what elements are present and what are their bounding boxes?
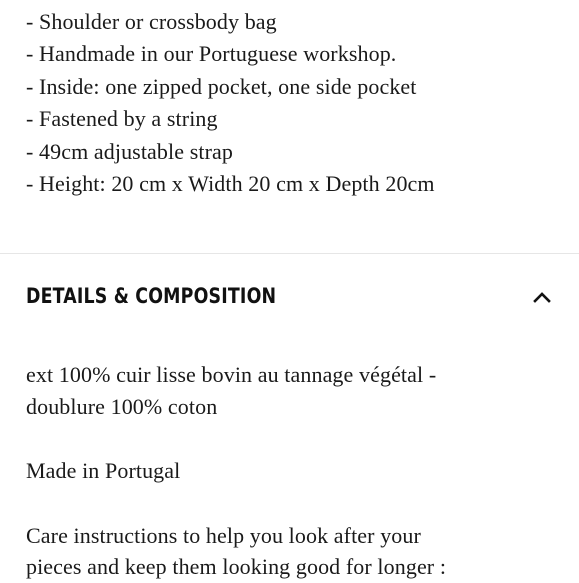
composition-text-line: doublure 100% coton	[26, 394, 218, 419]
feature-item: - Inside: one zipped pocket, one side pocket	[26, 73, 417, 99]
feature-item: - Fastened by a string	[26, 106, 218, 132]
feature-item: - Shoulder or crossbody bag	[26, 9, 277, 34]
accordion-title: DETAILS & COMPOSITION	[26, 284, 277, 308]
feature-item: - Handmade in our Portuguese workshop.	[26, 41, 397, 67]
composition-text-line: ext 100% cuir lisse bovin au tannage végétal -	[26, 362, 437, 387]
care-instructions-line: Care instructions to help you look after your	[26, 523, 421, 548]
product-features-list	[26, 6, 435, 200]
feature-item: - Height: 20 cm x Width 20 cm x Depth 20cm	[26, 171, 435, 197]
details-composition-accordion-header[interactable]	[0, 254, 579, 344]
feature-item: - 49cm adjustable strap	[26, 138, 233, 164]
care-instructions-line: pieces and keep them looking good for longer :	[26, 554, 447, 579]
origin-text: Made in Portugal	[26, 458, 181, 483]
chevron-up-icon[interactable]	[532, 287, 552, 307]
